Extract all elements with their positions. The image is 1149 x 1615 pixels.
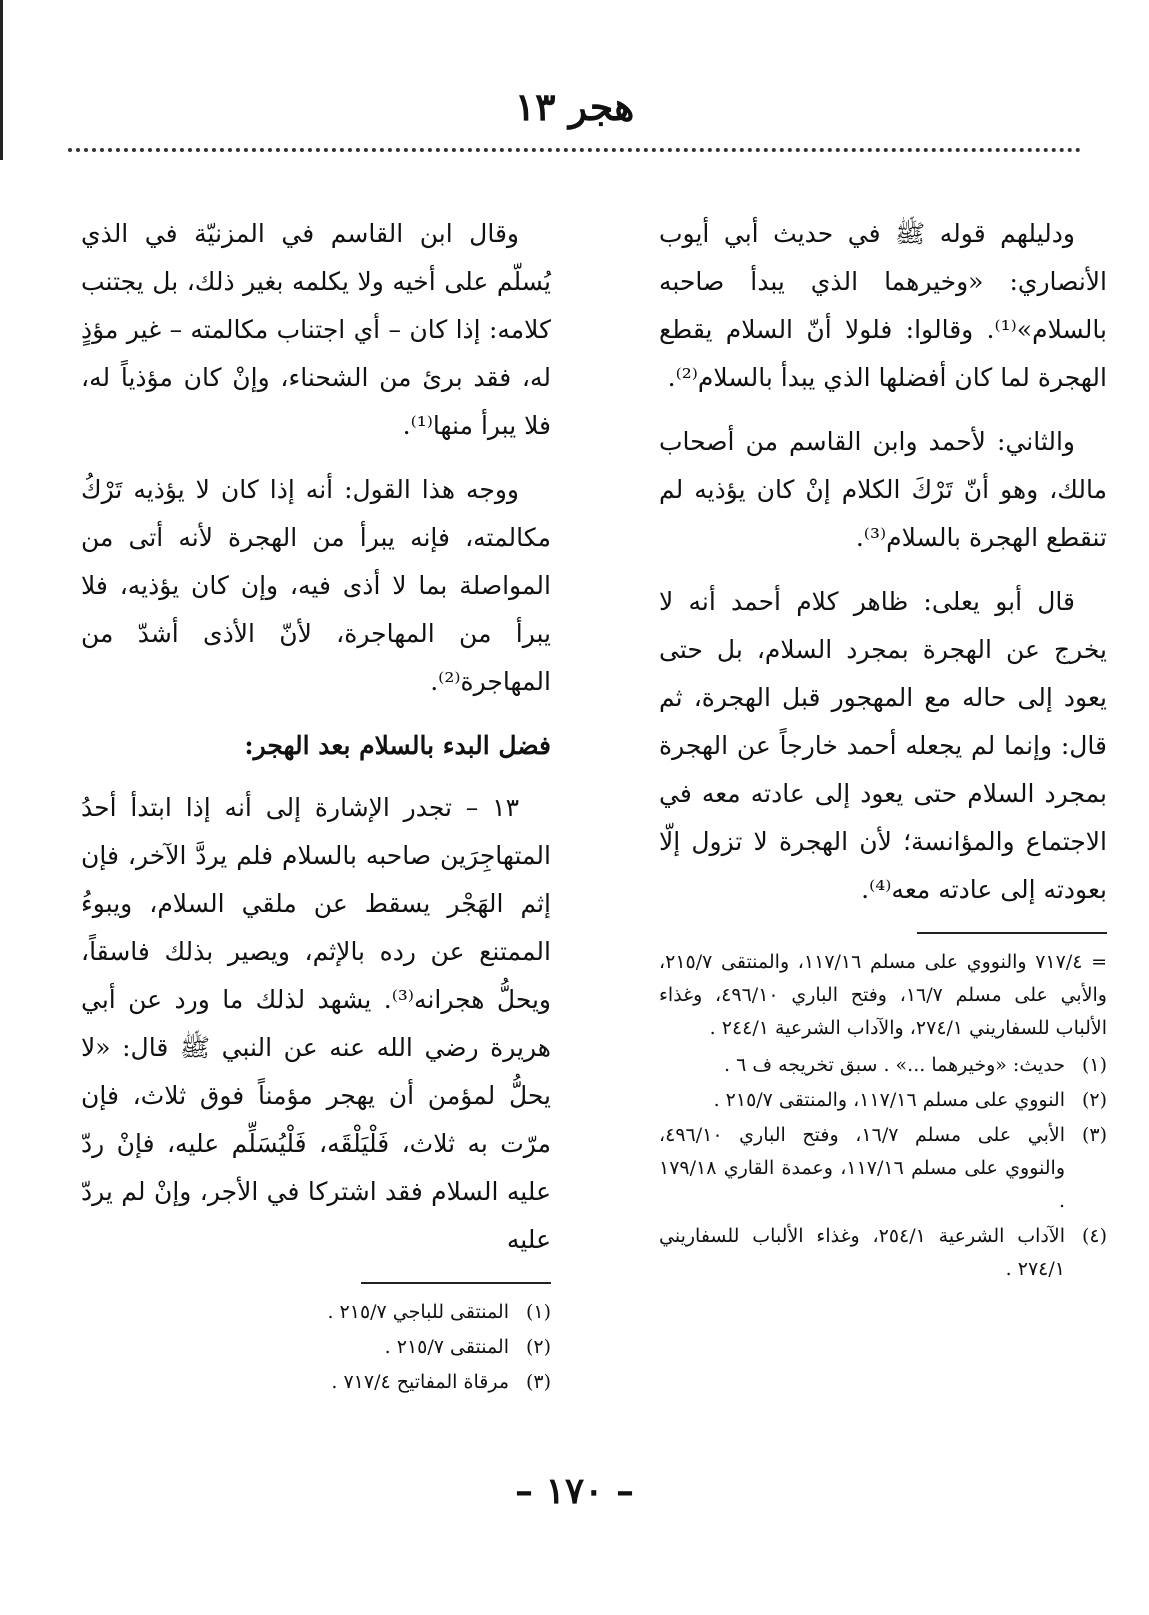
footnote-text: الأبي على مسلم ١٦/٧، وفتح الباري ٤٩٦/١٠، والنووي على مسلم ١١٧/١٦، وعمدة القاري ١٧٩/١٨ . xyxy=(659,1124,1065,1212)
footnote-text: المنتقى ٢١٥/٧ . xyxy=(384,1336,509,1358)
footnote xyxy=(81,1331,551,1364)
footnote-number: (٢) xyxy=(1081,1089,1107,1111)
dotted-divider xyxy=(68,148,1081,152)
footnote-divider xyxy=(361,1282,551,1284)
footnote-number: (٢) xyxy=(525,1336,551,1358)
footnote-number: (١) xyxy=(1081,1054,1107,1076)
footnote-number: (٣) xyxy=(1081,1124,1107,1146)
footnote-number: (٤) xyxy=(1081,1225,1107,1247)
paragraph: ووجه هذا القول: أنه إذا كان لا يؤذيه تَرْكُ مكالمته، فإنه يبرأ من الهجرة لأنه أتى من المواصلة بما لا أذى فيه، وإن كان يؤذيه، فلا يبرأ من المهاجرة، لأنّ الأذى أشدّ من المهاجرة⁽²⁾. xyxy=(81,475,551,696)
page-title: هجر ١٣ xyxy=(514,84,635,129)
footnote-text: المنتقى للباجي ٢١٥/٧ . xyxy=(327,1301,509,1323)
footnote xyxy=(81,1296,551,1329)
footnote xyxy=(659,1220,1107,1286)
footnote-number: (٣) xyxy=(525,1371,551,1393)
footnote xyxy=(659,1049,1107,1082)
footnote xyxy=(659,1119,1107,1218)
section-heading: فضل البدء بالسلام بعد الهجر: xyxy=(244,731,551,760)
paragraph: والثاني: لأحمد وابن القاسم من أصحاب مالك، وهو أنّ تَرْكَ الكلام إنْ كان يؤذيه لم تنقطع الهجرة بالسلام⁽³⁾. xyxy=(659,427,1107,552)
footnote xyxy=(81,1366,551,1399)
footnote-text: حديث: «وخيرهما ...» . سبق تخريجه ف ٦ . xyxy=(724,1054,1065,1076)
left-column xyxy=(81,210,551,1401)
paragraph: قال أبو يعلى: ظاهر كلام أحمد أنه لا يخرج عن الهجرة بمجرد السلام، بل حتى يعود إلى حاله مع المهجور قبل الهجرة، ثم قال: وإنما لم يجعله أحمد خارجاً عن الهجرة بمجرد السلام حتى يعود إلى عادته معه في الاجتماع والمؤانسة؛ لأن الهجرة لا تزول إلّا بعودته إلى عادته معه⁽⁴⁾. xyxy=(659,587,1107,904)
footnote xyxy=(659,1084,1107,1117)
paragraph: وقال ابن القاسم في المزنيّة في الذي يُسلّم على أخيه ولا يكلمه بغير ذلك، بل يجتنب كلامه: إذا كان – أي اجتناب مكالمته – غير مؤذٍ له، فقد برئ من الشحناء، وإنْ كان مؤذياً له، فلا يبرأ منها⁽¹⁾. xyxy=(81,219,551,440)
footnote-text: الآداب الشرعية ٢٥٤/١، وغذاء الألباب للسفاريني ٢٧٤/١ . xyxy=(659,1225,1065,1280)
footnote-continued: = ٧١٧/٤ والنووي على مسلم ١١٧/١٦، والمنتقى ٢١٥/٧، والأبي على مسلم ١٦/٧، وفتح الباري ٤٩٦/١٠، وغذاء الألباب للسفاريني ٢٧٤/١، والآداب الشرعية ٢٤٤/١ . xyxy=(659,951,1107,1039)
page-header xyxy=(60,78,1089,158)
page-number: – ١٧٠ – xyxy=(514,1470,635,1512)
paragraph: ودليلهم قوله ﷺ في حديث أبي أيوب الأنصاري: «وخيرهما الذي يبدأ صاحبه بالسلام»⁽¹⁾. وقالوا: فلولا أنّ السلام يقطع الهجرة لما كان أفضلها الذي يبدأ بالسلام⁽²⁾. xyxy=(659,219,1107,392)
footnote-text: النووي على مسلم ١١٧/١٦، والمنتقى ٢١٥/٧ . xyxy=(713,1089,1065,1111)
footnote-text: مرقاة المفاتيح ٧١٧/٤ . xyxy=(331,1371,509,1393)
paragraph: ١٣ – تجدر الإشارة إلى أنه إذا ابتدأ أحدُ المتهاجِرَين صاحبه بالسلام فلم يردَّ الآخر، فإن إثم الهَجْر يسقط عن ملقي السلام، ويبوءُ الممتنع عن رده بالإثم، ويصير بذلك فاسقاً، ويحلُّ هجرانه⁽³⁾. يشهد لذلك ما ورد عن أبي هريرة رضي الله عنه عن النبي ﷺ قال: «لا يحلُّ لمؤمن أن يهجر مؤمناً فوق ثلاث، فإن مرّت به ثلاث، فَلْيَلْقَه، فَلْيُسَلِّم عليه، فإنْ ردّ عليه السلام فقد اشتركا في الأجر، وإنْ لم يردّ عليه xyxy=(81,793,551,1254)
right-column xyxy=(659,210,1107,1288)
binding-edge xyxy=(0,0,3,160)
footnote-number: (١) xyxy=(525,1301,551,1323)
footnote-divider xyxy=(917,932,1107,934)
